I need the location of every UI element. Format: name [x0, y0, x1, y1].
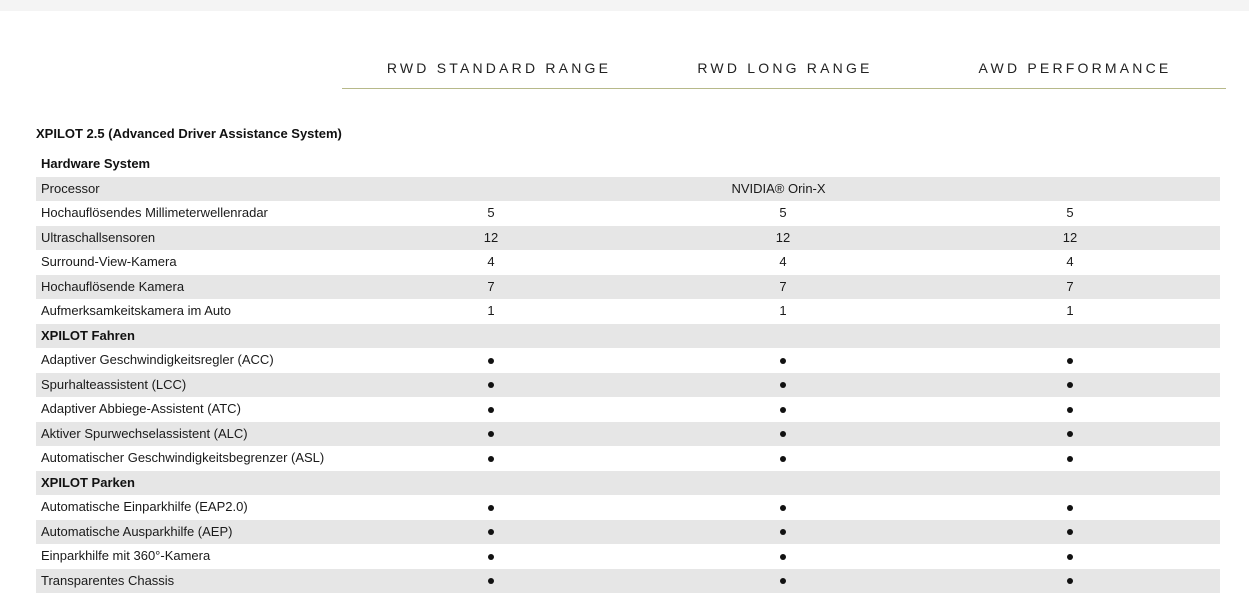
bullet-icon [743, 348, 823, 373]
table-row [36, 275, 1220, 300]
bullet-icon [1030, 348, 1110, 373]
row-label: Adaptiver Geschwindigkeitsregler (ACC) [41, 352, 274, 367]
row-value: 12 [483, 229, 499, 245]
row-label: Aufmerksamkeitskamera im Auto [41, 303, 232, 318]
bullet-dot [780, 456, 786, 462]
table-row [36, 495, 1220, 520]
table-row [36, 348, 1220, 373]
table-row [36, 250, 1220, 275]
bullet-icon [1030, 446, 1110, 471]
bullet-icon [743, 446, 823, 471]
column-header-rwd-long-range: RWD LONG RANGE [697, 60, 873, 76]
bullet-dot [488, 554, 494, 560]
row-label: Automatischer Geschwindigkeitsbegrenzer (ASL) [41, 450, 325, 465]
row-value: 1 [1066, 303, 1074, 318]
row-label: Aktiver Spurwechselassistent (ALC) [41, 425, 248, 441]
row-label: Hochauflösende Kamera [41, 278, 185, 294]
table-group-header [36, 471, 1220, 496]
bullet-dot [1067, 431, 1073, 437]
row-value: 1 [779, 303, 787, 318]
row-value: 7 [779, 278, 787, 294]
bullet-icon [451, 422, 531, 447]
row-value: 5 [1066, 205, 1074, 220]
bullet-icon [451, 544, 531, 569]
row-label: Automatische Einparkhilfe (EAP2.0) [41, 499, 248, 514]
table-row [36, 397, 1220, 422]
row-value: 12 [775, 229, 791, 245]
bullet-icon [1030, 373, 1110, 398]
bullet-dot [1067, 578, 1073, 584]
bullet-icon [451, 397, 531, 422]
row-label: Spurhalteassistent (LCC) [41, 376, 187, 392]
bullet-dot [780, 505, 786, 511]
bullet-icon [1030, 495, 1110, 520]
section-title: XPILOT 2.5 (Advanced Driver Assistance System) [36, 126, 342, 141]
bullet-dot [1067, 456, 1073, 462]
row-value: 1 [487, 303, 495, 318]
bullet-icon [451, 569, 531, 594]
bullet-icon [451, 495, 531, 520]
table-row [36, 520, 1220, 545]
bullet-icon [1030, 422, 1110, 447]
group-label: Hardware System [41, 156, 151, 171]
bullet-dot [488, 529, 494, 535]
row-label: Adaptiver Abbiege-Assistent (ATC) [41, 401, 241, 416]
row-value-all-models: NVIDIA® Orin-X [731, 180, 826, 196]
table-group-header [36, 324, 1220, 349]
row-value: 7 [487, 278, 495, 294]
bullet-dot [1067, 529, 1073, 535]
table-row [36, 299, 1220, 324]
bullet-dot [1067, 554, 1073, 560]
row-value: 4 [1066, 254, 1074, 269]
bullet-dot [780, 529, 786, 535]
row-label: Ultraschallsensoren [41, 229, 156, 245]
bullet-dot [1067, 407, 1073, 413]
bullet-icon [451, 373, 531, 398]
row-label: Transparentes Chassis [41, 572, 175, 588]
group-label: XPILOT Parken [41, 474, 135, 490]
bullet-dot [488, 456, 494, 462]
row-label: Automatische Ausparkhilfe (AEP) [41, 523, 233, 539]
bullet-dot [780, 578, 786, 584]
table-row [36, 446, 1220, 471]
bullet-dot [780, 407, 786, 413]
row-value: 12 [1062, 229, 1078, 245]
column-header-rwd-standard-range: RWD STANDARD RANGE [386, 60, 612, 76]
bullet-dot [780, 382, 786, 388]
bullet-icon [1030, 397, 1110, 422]
bullet-dot [780, 554, 786, 560]
bullet-dot [780, 431, 786, 437]
bullet-icon [743, 544, 823, 569]
table-group-header [36, 152, 1220, 177]
table-row [36, 422, 1220, 447]
bullet-dot [488, 505, 494, 511]
bullet-dot [1067, 382, 1073, 388]
bullet-icon [743, 495, 823, 520]
row-value: 7 [1066, 278, 1074, 294]
bullet-dot [1067, 358, 1073, 364]
bullet-icon [451, 446, 531, 471]
bullet-icon [1030, 520, 1110, 545]
spec-table [36, 152, 1220, 593]
row-value: 5 [779, 205, 787, 220]
bullet-icon [743, 569, 823, 594]
bullet-icon [743, 397, 823, 422]
bullet-icon [743, 422, 823, 447]
bullet-icon [1030, 569, 1110, 594]
table-row [36, 373, 1220, 398]
table-row [36, 226, 1220, 251]
row-label: Processor [41, 180, 100, 196]
bullet-icon [451, 348, 531, 373]
bullet-icon [1030, 544, 1110, 569]
table-row [36, 201, 1220, 226]
bullet-dot [488, 407, 494, 413]
bullet-dot [488, 578, 494, 584]
bullet-dot [488, 382, 494, 388]
bullet-dot [488, 431, 494, 437]
top-strip [0, 0, 1249, 11]
header-divider [342, 88, 1226, 89]
row-value: 5 [487, 205, 495, 220]
group-label: XPILOT Fahren [41, 327, 135, 343]
column-header-awd-performance: AWD PERFORMANCE [978, 60, 1172, 76]
bullet-dot [780, 358, 786, 364]
bullet-dot [1067, 505, 1073, 511]
table-row [36, 569, 1220, 594]
bullet-icon [451, 520, 531, 545]
row-value: 4 [487, 254, 495, 269]
table-row [36, 544, 1220, 569]
row-label: Einparkhilfe mit 360°-Kamera [41, 548, 211, 563]
row-label: Hochauflösendes Millimeterwellenradar [41, 205, 268, 220]
bullet-icon [743, 520, 823, 545]
row-label: Surround-View-Kamera [41, 254, 177, 269]
bullet-icon [743, 373, 823, 398]
row-value: 4 [779, 254, 787, 269]
table-row [36, 177, 1220, 202]
bullet-dot [488, 358, 494, 364]
